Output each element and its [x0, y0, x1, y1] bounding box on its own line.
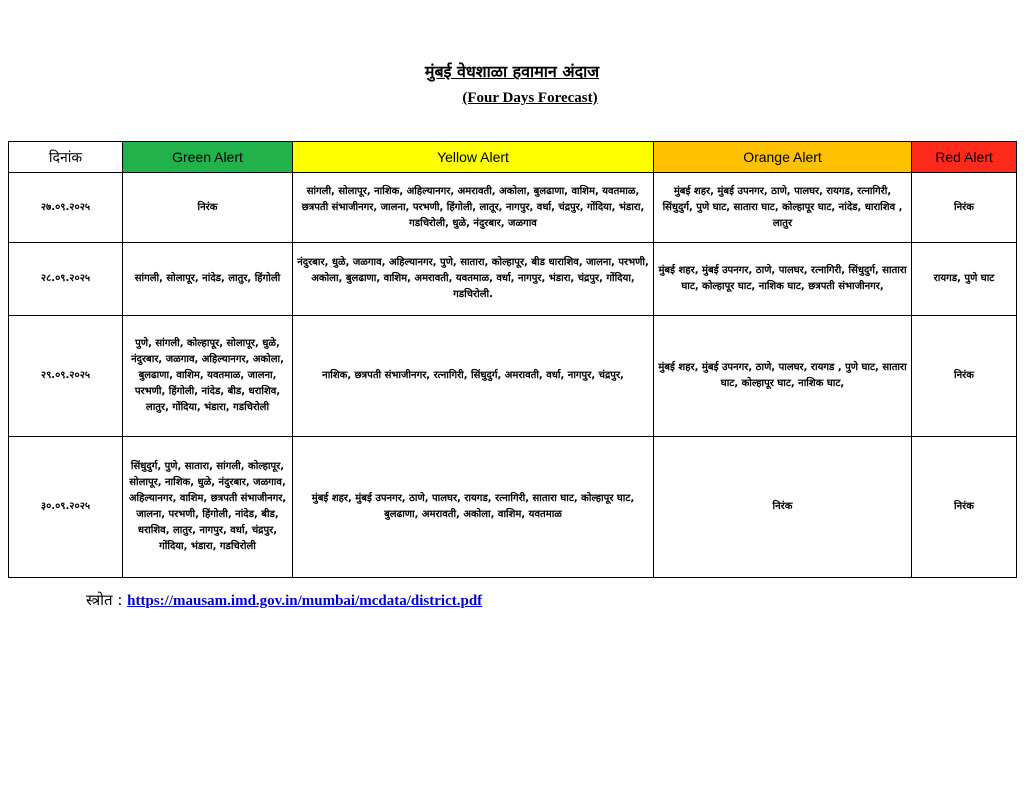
green-alert-cell: पुणे, सांगली, कोल्हापूर, सोलापूर, धुळे, नंदुरबार, जळगाव, अहिल्यानगर, अकोला, बुलढाणा, वाशिम, यवतमाळ, जालना, परभणी, हिंगोली, नांदेड, बीड, धराशिव, लातुर, गोंदिया, भंडारा, गडचिरोली	[123, 316, 293, 437]
yellow-alert-cell: नाशिक, छत्रपती संभाजीनगर, रत्नागिरी, सिंधुदुर्ग, अमरावती, वर्धा, नागपुर, चंद्रपुर,	[293, 316, 654, 437]
table-row	[9, 316, 1017, 437]
red-alert-cell: निरंक	[912, 316, 1017, 437]
orange-alert-cell: मुंबई शहर, मुंबई उपनगर, ठाणे, पालघर, रायगड, रत्नागिरी, सिंधुदुर्ग, पुणे घाट, सातारा घाट, कोल्हापूर घाट, नांदेड, धाराशिव , लातुर	[654, 173, 912, 243]
table-row	[9, 243, 1017, 316]
date-cell: २९.०९.२०२५	[9, 316, 123, 437]
header-yellow-alert: Yellow Alert	[293, 142, 654, 173]
source-line	[86, 590, 482, 610]
forecast-table	[8, 141, 1017, 578]
date-cell: २७.०९.२०२५	[9, 173, 123, 243]
green-alert-cell: सांगली, सोलापूर, नांदेड, लातुर, हिंगोली	[123, 243, 293, 316]
page-subtitle: (Four Days Forecast)	[462, 90, 598, 106]
page-title: मुंबई वेधशाळा हवामान अंदाज	[424, 62, 600, 81]
orange-alert-cell: निरंक	[654, 437, 912, 578]
table-header-row	[9, 142, 1017, 173]
yellow-alert-cell: नंदुरबार, धुळे, जळगाव, अहिल्यानगर, पुणे, सातारा, कोल्हापूर, बीड धाराशिव, जालना, परभणी, अकोला, बुलढाणा, वाशिम, अमरावती, यवतमाळ, वर्धा, नागपुर, भंडारा, चंद्रपुर, गोंदिया, गडचिरोली.	[293, 243, 654, 316]
orange-alert-cell: मुंबई शहर, मुंबई उपनगर, ठाणे, पालघर, रत्नागिरी, सिंधुदुर्ग, सातारा घाट, कोल्हापूर घाट, नाशिक घाट, छत्रपती संभाजीनगर,	[654, 243, 912, 316]
red-alert-cell: निरंक	[912, 173, 1017, 243]
red-alert-cell: रायगड, पुणे घाट	[912, 243, 1017, 316]
date-cell: २८.०९.२०२५	[9, 243, 123, 316]
source-label: स्त्रोत :	[86, 591, 128, 609]
header-orange-alert: Orange Alert	[654, 142, 912, 173]
table-row	[9, 173, 1017, 243]
green-alert-cell: सिंधुदुर्ग, पुणे, सातारा, सांगली, कोल्हापूर, सोलापूर, नाशिक, धुळे, नंदुरबार, जळगाव, अहिल्यानगर, वाशिम, छत्रपती संभाजीनगर, जालना, परभणी, हिंगोली, नांदेड, बीड, धराशिव, लातुर, नागपुर, वर्धा, चंद्रपुर, गोंदिया, भंडारा, गडचिरोली	[123, 437, 293, 578]
header-red-alert: Red Alert	[912, 142, 1017, 173]
header-green-alert: Green Alert	[123, 142, 293, 173]
source-link[interactable]: https://mausam.imd.gov.in/mumbai/mcdata/district.pdf	[127, 593, 483, 609]
red-alert-cell: निरंक	[912, 437, 1017, 578]
orange-alert-cell: मुंबई शहर, मुंबई उपनगर, ठाणे, पालघर, रायगड , पुणे घाट, सातारा घाट, कोल्हापूर घाट, नाशिक घाट,	[654, 316, 912, 437]
header-date: दिनांक	[9, 142, 123, 173]
yellow-alert-cell: सांगली, सोलापूर, नाशिक, अहिल्यानगर, अमरावती, अकोला, बुलढाणा, वाशिम, यवतमाळ, छत्रपती संभाजीनगर, जालना, परभणी, हिंगोली, लातूर, नागपुर, वर्धा, चंद्रपुर, गोंदिया, भंडारा, गडचिरोली, धुळे, नंदुरबार, जळगाव	[293, 173, 654, 243]
yellow-alert-cell: मुंबई शहर, मुंबई उपनगर, ठाणे, पालघर, रायगड, रत्नागिरी, सातारा घाट, कोल्हापूर घाट, बुलढाणा, अमरावती, अकोला, वाशिम, यवतमाळ	[293, 437, 654, 578]
green-alert-cell: निरंक	[123, 173, 293, 243]
table-row	[9, 437, 1017, 578]
date-cell: ३०.०९.२०२५	[9, 437, 123, 578]
